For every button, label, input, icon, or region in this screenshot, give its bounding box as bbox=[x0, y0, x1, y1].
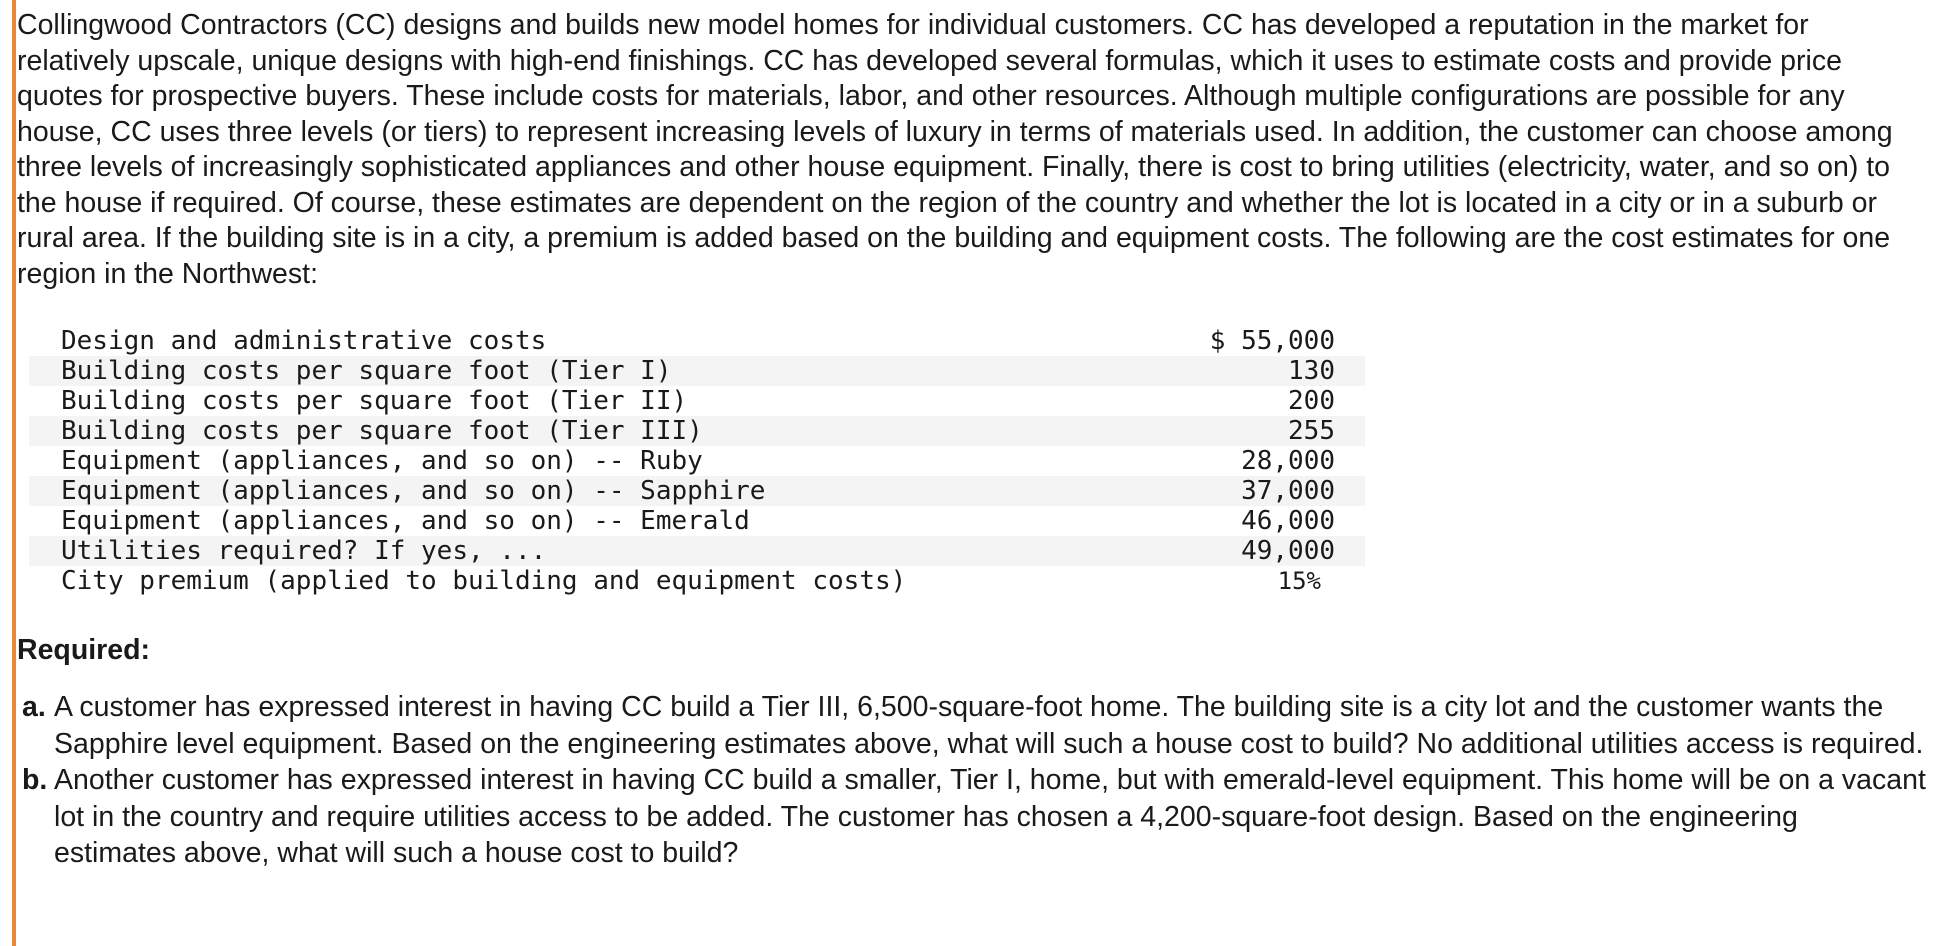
requirement-item bbox=[22, 762, 1927, 872]
required-heading: Required: bbox=[17, 634, 151, 666]
requirement-letter: a. bbox=[22, 691, 46, 723]
row-label: City premium (applied to building and equipment costs) bbox=[61, 566, 907, 596]
table-row bbox=[29, 356, 1365, 386]
table-row bbox=[29, 506, 1365, 536]
row-value: 28,000 bbox=[1241, 446, 1335, 476]
row-label: Equipment (appliances, and so on) -- Emerald bbox=[61, 506, 750, 536]
requirements-list bbox=[22, 689, 1927, 872]
table-row bbox=[29, 536, 1365, 566]
table-row bbox=[29, 416, 1365, 446]
intro-paragraph: Collingwood Contractors (CC) designs and builds new model homes for individual customers. CC has developed a reputation in the market for relatively upscale, unique designs with high-end finishings. CC has developed several formulas, which it uses to estimate costs and provide price quotes for prospective buyers. These include costs for materials, labor, and other resources. Although multiple configurations are possible for any house, CC uses three levels (or tiers) to represent increasing levels of luxury in terms of materials used. In addition, the customer can choose among three levels of increasingly sophisticated appliances and other house equipment. Finally, there is cost to bring utilities (electricity, water, and so on) to the house if required. Of course, these estimates are dependent on the region of the country and whether the lot is located in a city or in a suburb or rural area. If the building site is in a city, a premium is added based on the building and equipment costs. The following are the cost estimates for one region in the Northwest: bbox=[17, 9, 1893, 290]
table-row bbox=[29, 446, 1365, 476]
requirement-letter: b. bbox=[22, 764, 48, 796]
row-value: 15% bbox=[1277, 567, 1321, 595]
table-row bbox=[29, 386, 1365, 416]
row-value: 130 bbox=[1288, 356, 1335, 386]
requirement-item bbox=[22, 689, 1927, 762]
row-label: Equipment (appliances, and so on) -- Ruby bbox=[61, 446, 703, 476]
requirement-text: Another customer has expressed interest in having CC build a smaller, Tier I, home, but with emerald-level equipment. This home will be on a vacant lot in the country and require utilities access to be added. The customer has chosen a 4,200-square-foot design. Based on the engineering estimates above, what will such a house cost to build? bbox=[54, 764, 1926, 869]
row-value: 200 bbox=[1288, 386, 1335, 416]
problem-content bbox=[15, 8, 1927, 872]
row-label: Equipment (appliances, and so on) -- Sapphire bbox=[61, 476, 766, 506]
table-row bbox=[29, 326, 1365, 356]
row-label: Utilities required? If yes, ... bbox=[61, 536, 547, 566]
row-value: 49,000 bbox=[1241, 536, 1335, 566]
row-label: Building costs per square foot (Tier II) bbox=[61, 386, 688, 416]
table-row bbox=[29, 476, 1365, 506]
row-value: $ 55,000 bbox=[1209, 326, 1335, 356]
table-row bbox=[29, 566, 1365, 596]
row-label: Building costs per square foot (Tier III) bbox=[61, 416, 703, 446]
row-value: 255 bbox=[1288, 416, 1335, 446]
cost-estimates-table bbox=[29, 326, 1365, 596]
row-value: 37,000 bbox=[1241, 476, 1335, 506]
row-label: Building costs per square foot (Tier I) bbox=[61, 356, 672, 386]
requirement-text: A customer has expressed interest in having CC build a Tier III, 6,500-square-foot home. The building site is a city lot and the customer wants the Sapphire level equipment. Based on the engineering estimates above, what will such a house cost to build? No additional utilities access is required. bbox=[54, 691, 1924, 760]
row-label: Design and administrative costs bbox=[61, 326, 547, 356]
row-value: 46,000 bbox=[1241, 506, 1335, 536]
